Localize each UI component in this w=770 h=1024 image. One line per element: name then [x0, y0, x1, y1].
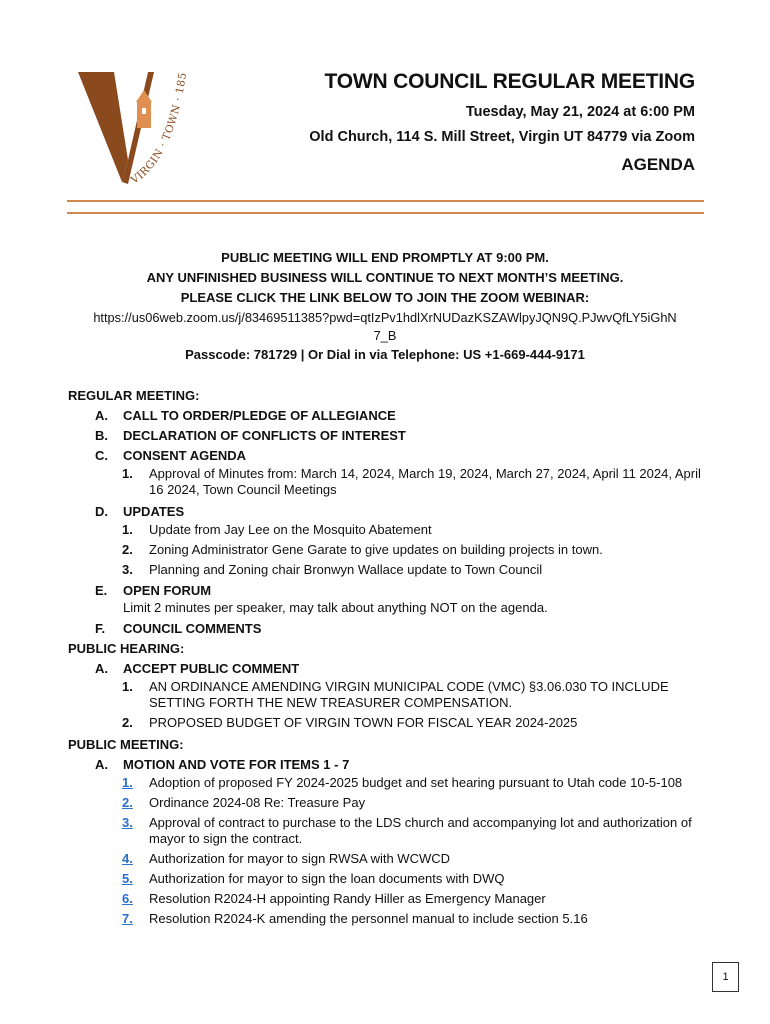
agenda-subitem: 3. Planning and Zoning chair Bronwyn Wallace update to Town Council — [122, 562, 543, 577]
agenda-body — [68, 386, 708, 931]
agenda-subitem: 1. AN ORDINANCE AMENDING VIRGIN MUNICIPAL CODE (VMC) §3.06.030 TO INCLUDE SETTING FORTH THE NEW TREASURER COMPENSATION. — [122, 679, 669, 710]
agenda-item: A. CALL TO ORDER/PLEDGE OF ALLEGIANCE — [95, 408, 396, 423]
town-logo — [74, 64, 200, 188]
agenda-heading: AGENDA — [621, 155, 695, 174]
agenda-item: F. COUNCIL COMMENTS — [95, 621, 262, 636]
agenda-subitem: 4. Authorization for mayor to sign RWSA with WCWCD — [68, 851, 708, 867]
agenda-item: D. UPDATES — [95, 504, 185, 519]
header-divider-top — [67, 200, 704, 202]
item-link[interactable]: 5. — [122, 871, 133, 886]
agenda-item: B. DECLARATION OF CONFLICTS OF INTEREST — [95, 428, 406, 443]
item-link[interactable]: 3. — [122, 815, 133, 830]
agenda-subitem: 6. Resolution R2024-H appointing Randy Hiller as Emergency Manager — [68, 891, 708, 907]
agenda-subitem: 2. PROPOSED BUDGET OF VIRGIN TOWN FOR FISCAL YEAR 2024-2025 — [122, 715, 578, 730]
zoom-link-line-2[interactable]: 7_B — [373, 328, 397, 343]
logo-text: VIRGIN · TOWN · 185 — [128, 71, 190, 187]
agenda-subitem: 2. Zoning Administrator Gene Garate to give updates on building projects in town. — [122, 542, 603, 557]
open-forum-note: Limit 2 minutes per speaker, may talk about anything NOT on the agenda. — [123, 600, 548, 615]
agenda-subitem: 1. Update from Jay Lee on the Mosquito Abatement — [122, 522, 432, 537]
passcode-line: Passcode: 781729 | Or Dial in via Telephone: US +1-669-444-9171 — [185, 347, 585, 362]
agenda-subitem: 2. Ordinance 2024-08 Re: Treasure Pay — [68, 795, 708, 811]
section-heading-hearing: PUBLIC HEARING: — [68, 641, 185, 656]
section-heading-regular: REGULAR MEETING: — [68, 388, 200, 403]
agenda-subitem: 7. Resolution R2024-K amending the personnel manual to include section 5.16 — [68, 911, 708, 927]
notice-line-3: PLEASE CLICK THE LINK BELOW TO JOIN THE ZOOM WEBINAR: — [180, 290, 590, 305]
agenda-subitem: 5. Authorization for mayor to sign the loan documents with DWQ — [68, 871, 708, 887]
meeting-title: TOWN COUNCIL REGULAR MEETING — [324, 70, 695, 93]
notice-line-1: PUBLIC MEETING WILL END PROMPTLY AT 9:00 PM. — [221, 250, 549, 265]
zoom-link-line-1[interactable]: https://us06web.zoom.us/j/83469511385?pwd=qtIzPv1hdlXrNUDazKSZAWlpyJQN9Q.PJwvQfLY5iGhN — [93, 310, 677, 325]
meeting-location: Old Church, 114 S. Mill Street, Virgin UT 84779 via Zoom — [309, 129, 695, 145]
agenda-subitem: 1. Approval of Minutes from: March 14, 2024, March 19, 2024, March 27, 2024, April 11 2024, April 16 2024, Town Council Meetings — [122, 466, 701, 497]
section-heading-public: PUBLIC MEETING: — [68, 737, 184, 752]
meeting-notice — [64, 248, 706, 365]
item-link[interactable]: 1. — [122, 775, 133, 790]
meeting-date: Tuesday, May 21, 2024 at 6:00 PM — [465, 104, 695, 120]
agenda-item: A. MOTION AND VOTE FOR ITEMS 1 - 7 — [95, 757, 350, 772]
item-link[interactable]: 6. — [122, 891, 133, 906]
item-link[interactable]: 2. — [122, 795, 133, 810]
virgin-v-logo-icon — [74, 64, 200, 188]
agenda-item: A. ACCEPT PUBLIC COMMENT — [95, 661, 300, 676]
agenda-subitem: 3. Approval of contract to purchase to the LDS church and accompanying lot and authorization of mayor to sign the contract. — [68, 815, 708, 847]
agenda-subitem: 1. Adoption of proposed FY 2024-2025 budget and set hearing pursuant to Utah code 10-5-108 — [68, 775, 708, 791]
notice-line-2: ANY UNFINISHED BUSINESS WILL CONTINUE TO NEXT MONTH’S MEETING. — [146, 270, 624, 285]
item-link[interactable]: 7. — [122, 911, 133, 926]
agenda-item: E. OPEN FORUM — [95, 583, 212, 598]
item-link[interactable]: 4. — [122, 851, 133, 866]
zoom-link[interactable] — [64, 308, 706, 345]
header-divider-bottom — [67, 212, 704, 214]
page-number: 1 — [712, 962, 739, 992]
agenda-item: C. CONSENT AGENDA — [95, 448, 247, 463]
